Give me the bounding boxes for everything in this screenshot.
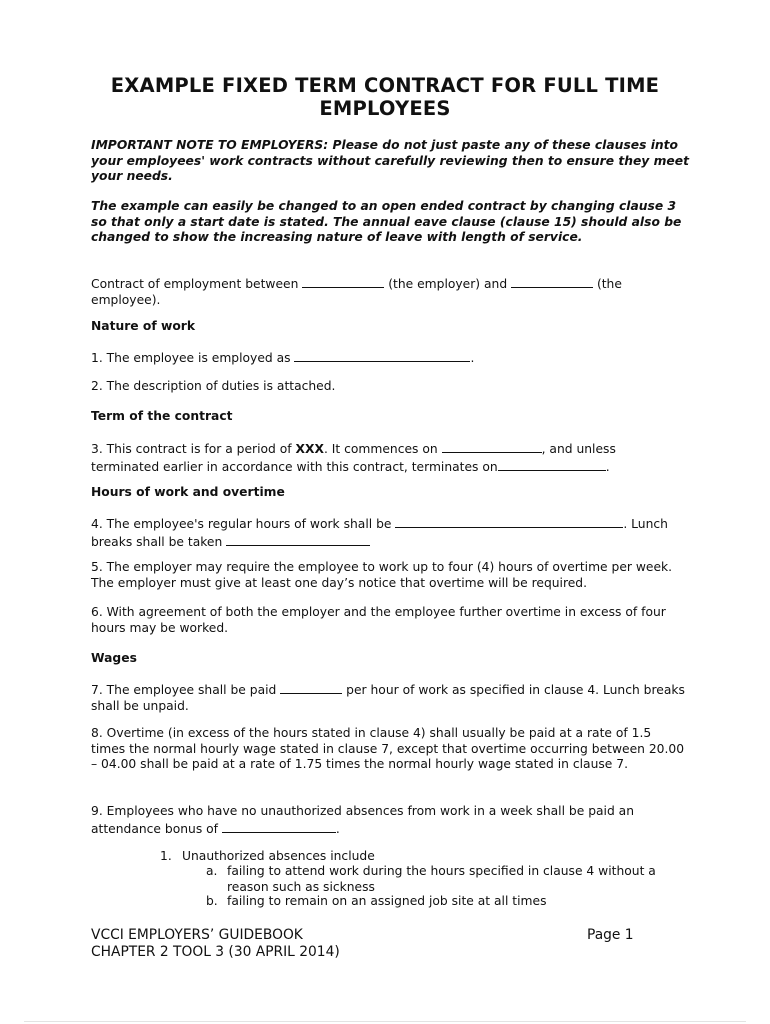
lunch-blank [226, 533, 370, 546]
document-title: EXAMPLE FIXED TERM CONTRACT FOR FULL TIME EMPLOYEES [110, 74, 660, 120]
heading-term-of-contract: Term of the contract [91, 409, 233, 423]
list-number: 1. [160, 849, 172, 863]
sub-list-item-b [206, 894, 677, 910]
start-date-blank [442, 440, 542, 453]
clause-4 [91, 515, 687, 550]
clause-9 [91, 804, 687, 837]
clause-5: 5. The employer may require the employee to work up to four (4) hours of overtime per week. The employer must give at least one day’s notice that overtime will be required. [91, 560, 673, 590]
list-item-text: Unauthorized absences include [182, 849, 375, 863]
hours-blank [395, 515, 623, 528]
intro-text-a: Contract of employment between [91, 277, 303, 291]
bonus-blank [222, 820, 336, 833]
heading-hours-of-work: Hours of work and overtime [91, 485, 285, 499]
clause-7-text-b: per hour of work as specified in clause 4. Lunch breaks shall be unpaid. [91, 683, 685, 713]
footer-page-number: Page 1 [587, 927, 634, 943]
clause-9-text-a: 9. Employees who have no unauthorized absences from work in a week shall be paid an attendance bonus of [91, 804, 634, 836]
position-blank [294, 349, 470, 362]
heading-wages: Wages [91, 651, 137, 665]
clause-1-text-a: 1. The employee is employed as [91, 351, 295, 365]
intro-text-b: (the employer) and [384, 277, 512, 291]
clause-3 [91, 440, 687, 475]
clause-3-text-b: . It commences on [323, 442, 442, 456]
important-note: IMPORTANT NOTE TO EMPLOYERS: Please do not just paste any of these clauses into your employees' work contracts without carefully reviewing then to ensure they meet your needs. [91, 138, 689, 183]
sub-list-text: failing to attend work during the hours specified in clause 4 without a reason such as sickness [227, 864, 656, 894]
clause-3-period: XXX [295, 442, 324, 456]
clause-3-text-a: 3. This contract is for a period of [91, 442, 296, 456]
clause-9-text-b: . [335, 821, 340, 836]
footer-chapter: CHAPTER 2 TOOL 3 (30 APRIL 2014) [91, 944, 340, 960]
clause-1 [91, 349, 687, 367]
sub-list-letter: a. [206, 864, 218, 878]
clause-4-text-b: . Lunch breaks shall be taken [91, 517, 668, 549]
clause-4-text-a: 4. The employee's regular hours of work shall be [91, 517, 396, 531]
hourly-wage-blank [280, 681, 342, 694]
heading-nature-of-work: Nature of work [91, 319, 196, 333]
sub-list-letter: b. [206, 894, 218, 908]
clause-8: 8. Overtime (in excess of the hours stated in clause 4) shall usually be paid at a rate of 1.5 times the normal hourly wage stated in clause 7, except that overtime occurring between 20.00 – 04.00 shall be paid at a rate of 1.75 times the normal hourly wage stated in clause 7. [91, 726, 685, 771]
clause-7-text-a: 7. The employee shall be paid [91, 683, 281, 697]
clause-6: 6. With agreement of both the employer and the employee further overtime in excess of four hours may be worked. [91, 605, 666, 635]
sub-list-text: failing to remain on an assigned job site at all times [227, 894, 547, 908]
clause-3-text-d: . [605, 459, 610, 474]
end-date-blank [498, 458, 606, 471]
footer-guidebook: VCCI EMPLOYERS’ GUIDEBOOK [91, 927, 303, 943]
clause-1-text-b: . [470, 351, 475, 365]
example-note: The example can easily be changed to an open ended contract by changing clause 3 so that only a start date is stated. The annual eave clause (clause 15) should also be changed to show the increasing nature of leave with length of service. [91, 199, 682, 244]
list-item-unauthorized-absences [160, 849, 582, 865]
clause-3-text-c: , and unless terminated earlier in accordance with this contract, terminates on [91, 442, 616, 474]
clause-7 [91, 681, 687, 714]
sub-list-item-a [206, 864, 677, 895]
intro-paragraph [91, 275, 687, 308]
employee-blank [511, 275, 593, 288]
intro-text-c: (the employee). [91, 277, 622, 307]
clause-2: 2. The description of duties is attached. [91, 379, 336, 393]
employer-blank [302, 275, 384, 288]
page-bottom-divider [24, 1021, 746, 1022]
